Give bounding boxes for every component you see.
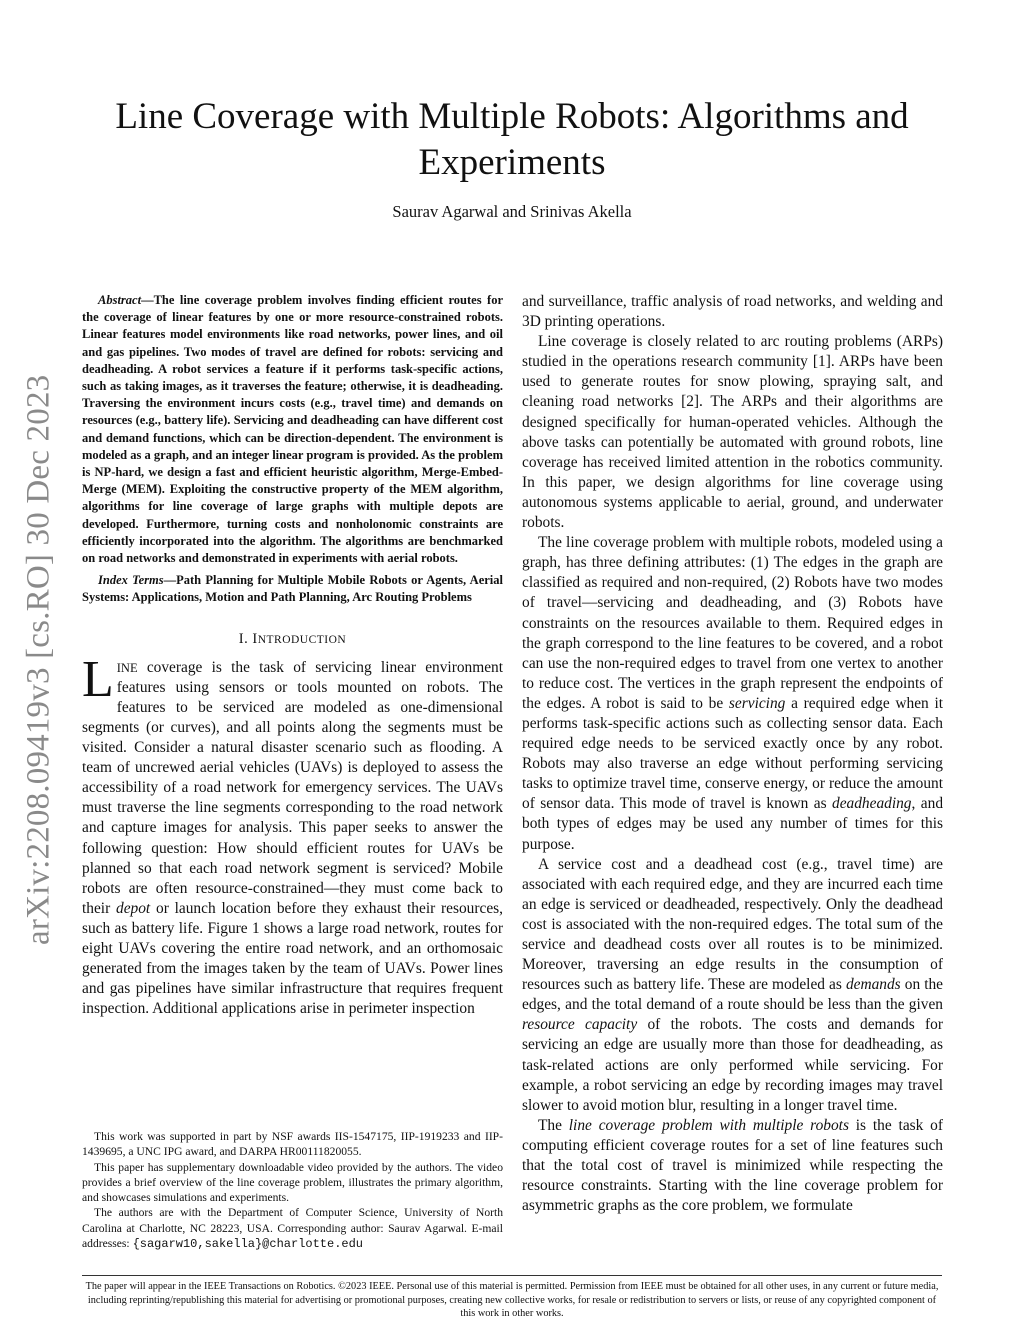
abstract-label: Abstract — [98, 293, 142, 307]
footnote-funding: This work was supported in part by NSF awards IIS-1547175, IIP-1919233 and IIP-1439695, a UNC IPG award, and DARPA HR00111820055. — [82, 1130, 503, 1159]
section-rest: NTRODUCTION — [257, 633, 347, 646]
intro-first-word: INE — [116, 660, 138, 675]
copyright-notice: The paper will appear in the IEEE Transactions on Robotics. ©2023 IEEE. Personal use of this material is permitted. Permission from IEEE must be obtained for all other uses, in any current or future media, including reprinting/republishing this material for advertising or promotional purposes, creating new collective works, for resale or redistribution to servers or lists, or reuse of any copyrighted component of this work in other works. — [85, 1281, 939, 1320]
term-servicing: servicing — [728, 694, 786, 712]
text-run: The — [538, 1116, 569, 1134]
abstract-text: —The line coverage problem involves finding efficient routes for the coverage of linear features by one or more resource-constrained robots. Linear features model environments like road networks, power lines, and oil and gas pipelines. Two modes of travel are defined for robots: servicing and deadheading. A robot services a feature if it performs task-specific actions, such as taking images, as it traverses the feature; otherwise, it is deadheading. Traversing the environment incurs costs (e.g., travel time) and demands on resources (e.g., battery life). Servicing and deadheading can have different cost and demand functions, which can be direction-dependent. The environment is modeled as a graph, and an integer linear program is provided. As the problem is NP-hard, we design a fast and efficient heuristic algorithm, Merge-Embed-Merge (MEM). Exploiting the constructive property of the MEM algorithm, algorithms for line coverage of large graphs with multiple depots are developed. Furthermore, turning costs and nonholonomic constraints are efficiently incorporated into the algorithm. The algorithms are benchmarked on road networks and demonstrated in experiments with aerial robots. — [82, 293, 503, 566]
footnotes — [82, 1129, 503, 1252]
footer-divider — [82, 1275, 942, 1276]
right-column — [522, 292, 943, 1216]
footnote-affiliation-text: The authors are with the Department of Computer Science, University of North Carolina at Charlotte, NC 28223, USA. Corresponding author: Saurav Agarwal. E-mail addresses: — [82, 1206, 503, 1251]
index-terms — [82, 572, 503, 606]
abstract — [82, 292, 503, 567]
email-addresses: {sagarw10,sakella}@charlotte.edu — [132, 1237, 363, 1252]
text-run: of the robots. The costs and demands for servicing an edge are usually more than those for deadheading, as task-related actions are only performed while servicing. For example, a robot servicing an edge by recording images may travel slower to avoid motion blur, resulting in a longer travel time. — [522, 1016, 943, 1114]
title-block — [82, 94, 942, 222]
text-run: , and both types of edges may be used any number of times for this purpose. — [522, 795, 944, 853]
text-run: A service cost and a deadhead cost (e.g., travel time) are associated with each required edge, and they are incurred each time an edge is serviced or deadheaded, respectively. Only the deadhead cost is associated with the non-required edges. The total sum of the service and deadhead costs over all routes is to be minimized. Moreover, traversing an edge results in the consumption of resources such as battery life. These are modeled as — [522, 855, 943, 994]
author-list: Saurav Agarwal and Srinivas Akella — [392, 202, 632, 221]
section-initial: I — [252, 630, 258, 647]
left-column — [82, 292, 503, 1019]
text-run: a required edge when it performs task-specific actions such as collecting sensor data. Each required edge needs to be serviced exactly once by any robot. Robots may also traverse an edge without performing servicing tasks to optimize travel time, conserve energy, or reduce the amount of sensor data. This mode of travel is known as — [522, 694, 943, 813]
intro-text-a: coverage is the task of servicing linear environment features using sensors or tools mounted on robots. The features to be serviced are modeled as one-dimensional segments (or curves), and all points along the segments must be visited. Consider a natural disaster scenario such as flooding. A team of uncrewed aerial vehicles (UAVs) is deployed to assess the accessibility of a road network for emergency services. The UAVs must traverse the line segments corresponding to the road network and capture images for analysis. This paper seeks to answer the following question: How should efficient routes for UAVs be planned so that each road network segment is serviced? Mobile robots are often resource-constrained—they must come back to their — [82, 658, 503, 917]
section-number: I. — [238, 630, 249, 647]
intro-depot: depot — [116, 899, 151, 917]
term-line-coverage-problem: line coverage problem with multiple robots — [568, 1116, 849, 1134]
body-paragraph: Line coverage is closely related to arc routing problems (ARPs) studied in the operations research community [1]. ARPs have been used to generate routes for snow plowing, spraying salt, and cleaning road networks [2]. The ARPs and their algorithms are designed specifically for human-operated vehicles. Although the above tasks can potentially be automated with ground robots, line coverage has received limited attention in the robotics community. In this paper, we design algorithms for line coverage using autonomous systems applicable to aerial, ground, and underwater robots. — [522, 333, 943, 532]
paper-title: Line Coverage with Multiple Robots: Algorithms and Experiments — [115, 96, 909, 183]
term-deadheading: deadheading — [832, 795, 912, 813]
body-paragraph — [522, 855, 943, 1116]
body-paragraph — [522, 1116, 943, 1216]
arxiv-identifier: arXiv:2208.09419v3 [cs.RO] 30 Dec 2023 — [20, 374, 57, 946]
index-terms-text: —Path Planning for Multiple Mobile Robots or Agents, Aerial Systems: Applications, Motion and Path Planning, Arc Routing Problems — [82, 573, 503, 605]
body-paragraph — [522, 533, 943, 855]
drop-cap: L — [82, 650, 114, 708]
footnote-video: This paper has supplementary downloadable video provided by the authors. The video provides a brief overview of the line coverage problem, illustrates the primary algorithm, and showcases simulations and experiments. — [82, 1160, 503, 1205]
text-run: The line coverage problem with multiple robots, modeled using a graph, has three defining attributes: (1) The edges in the graph are classified as required and non-required, (2) Robots have two modes of travel—servicing and deadheading, and (3) Robots have constraints on the resources available to them. Required edges in the graph correspond to the line features to be covered, and a robot can use the non-required edges to travel from one vertex to another to reduce cost. The vertices in the graph represent the endpoints of the edges. A robot is said to be — [522, 534, 943, 712]
intro-text-b: or launch location before they exhaust their resources, such as battery life. Figure 1 shows a large road network, routes for eight UAVs covering the entire road network, and an orthomosaic generated from the images taken by the team of UAVs. Power lines and gas pipelines have similar infrastructure that requires frequent inspection. Additional applications arise in perimeter inspection — [82, 899, 503, 1018]
index-terms-label: Index Terms — [98, 573, 164, 588]
body-paragraph: and surveillance, traffic analysis of road networks, and welding and 3D printing operations. — [522, 293, 943, 331]
section-heading — [82, 629, 503, 650]
text-run: is the task of computing efficient coverage routes for a set of line features such that the total cost of travel is minimized while respecting the resource constraints. Starting with the line coverage problem for asymmetric graphs as the core problem, we formulate — [522, 1116, 943, 1215]
intro-paragraph — [82, 650, 503, 1020]
text-run: on the edges, and the total demand of a route should be less than the given — [522, 976, 944, 1014]
footnote-affiliation — [82, 1205, 503, 1252]
term-resource-capacity: resource capacity — [522, 1016, 638, 1034]
term-demands: demands — [845, 976, 901, 994]
